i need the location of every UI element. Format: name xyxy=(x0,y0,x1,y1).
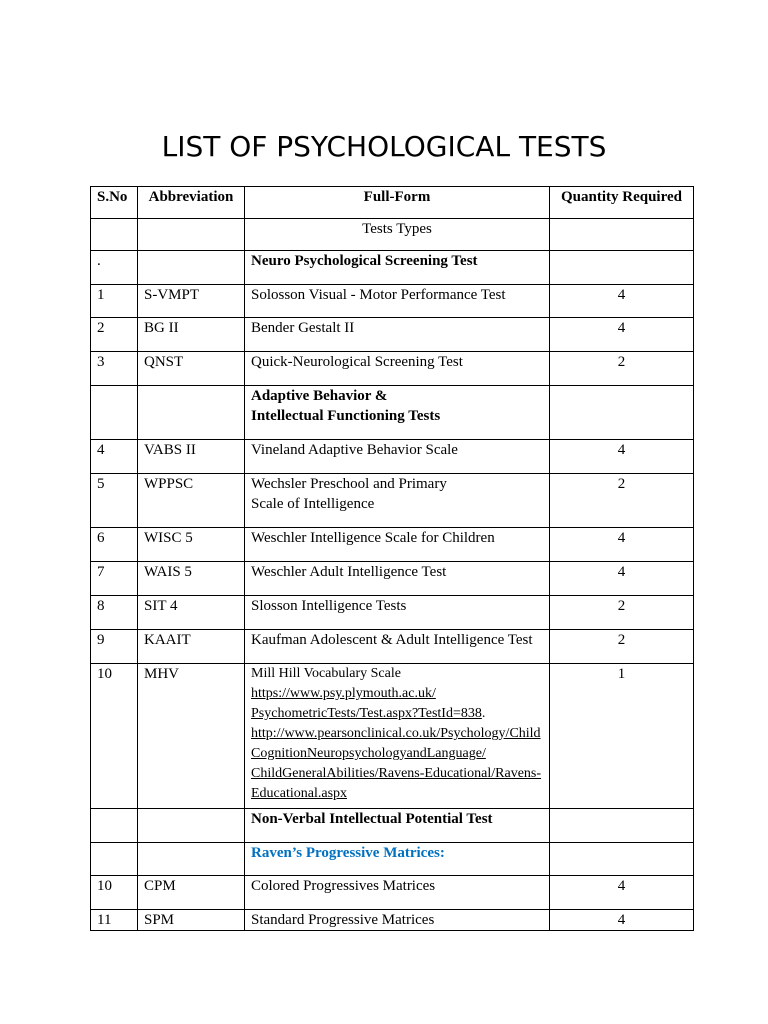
sno-cell: 9 xyxy=(91,630,138,664)
full-form-cell: Kaufman Adolescent & Adult Intelligence Test xyxy=(245,630,550,664)
sno-cell: 2 xyxy=(91,318,138,352)
reference-link[interactable]: PsychometricTests/Test.aspx?TestId=838 xyxy=(251,706,482,721)
qty-cell: 4 xyxy=(550,440,694,474)
full-form-cell: Vineland Adaptive Behavior Scale xyxy=(245,440,550,474)
full-form-line: Mill Hill Vocabulary Scale xyxy=(251,666,401,681)
qty-cell: 4 xyxy=(550,285,694,318)
full-form-cell: Quick-Neurological Screening Test xyxy=(245,352,550,386)
table-row xyxy=(91,352,694,386)
full-form-cell: Weschler Adult Intelligence Test xyxy=(245,562,550,596)
row-marker: . xyxy=(91,251,138,285)
qty-cell: 4 xyxy=(550,562,694,596)
qty-cell: 2 xyxy=(550,596,694,630)
section-heading xyxy=(245,386,550,440)
table-row xyxy=(91,318,694,352)
sno-cell: 5 xyxy=(91,474,138,528)
reference-link[interactable]: http://www.pearsonclinical.co.uk/Psychology/Child xyxy=(251,726,541,741)
sno-cell: 4 xyxy=(91,440,138,474)
abbr-cell: WPPSC xyxy=(138,474,245,528)
section-heading: Neuro Psychological Screening Test xyxy=(245,251,550,285)
abbr-cell: KAAIT xyxy=(138,630,245,664)
qty-cell: 2 xyxy=(550,630,694,664)
subsection-heading: Raven’s Progressive Matrices: xyxy=(245,843,550,876)
header-abbreviation: Abbreviation xyxy=(138,187,245,219)
section-heading-line: Intellectual Functioning Tests xyxy=(251,408,441,424)
link-punctuation: . xyxy=(481,706,486,721)
reference-link[interactable]: https://www.psy.plymouth.ac.uk/ xyxy=(251,686,436,701)
abbr-cell: CPM xyxy=(138,876,245,910)
table-row xyxy=(91,440,694,474)
abbr-cell: WISC 5 xyxy=(138,528,245,562)
qty-cell: 4 xyxy=(550,528,694,562)
sno-cell: 1 xyxy=(91,285,138,318)
full-form-cell: Weschler Intelligence Scale for Children xyxy=(245,528,550,562)
full-form-cell: Bender Gestalt II xyxy=(245,318,550,352)
abbr-cell: SIT 4 xyxy=(138,596,245,630)
table-row xyxy=(91,251,694,285)
sno-cell: 8 xyxy=(91,596,138,630)
tests-table xyxy=(90,186,694,931)
sno-cell: 10 xyxy=(91,876,138,910)
qty-cell: 4 xyxy=(550,910,694,931)
abbr-cell: S-VMPT xyxy=(138,285,245,318)
qty-cell: 4 xyxy=(550,318,694,352)
qty-cell: 2 xyxy=(550,474,694,528)
sno-cell: 10 xyxy=(91,664,138,809)
full-form-line: Scale of Intelligence xyxy=(251,496,375,512)
table-row xyxy=(91,596,694,630)
table-row xyxy=(91,910,694,931)
table-row xyxy=(91,474,694,528)
table-row xyxy=(91,664,694,809)
tests-types-label: Tests Types xyxy=(245,219,550,251)
qty-cell: 1 xyxy=(550,664,694,809)
header-quantity: Quantity Required xyxy=(550,187,694,219)
section-heading: Non-Verbal Intellectual Potential Test xyxy=(245,809,550,843)
sno-cell: 3 xyxy=(91,352,138,386)
reference-link[interactable]: CognitionNeuropsychologyandLanguage/ xyxy=(251,746,486,761)
table-row xyxy=(91,219,694,251)
table-row xyxy=(91,809,694,843)
full-form-cell xyxy=(245,664,550,809)
header-full-form: Full-Form xyxy=(245,187,550,219)
table-header-row xyxy=(91,187,694,219)
reference-link-line xyxy=(251,704,543,724)
table-row xyxy=(91,562,694,596)
full-form-cell: Colored Progressives Matrices xyxy=(245,876,550,910)
page-title: LIST OF PSYCHOLOGICAL TESTS xyxy=(161,130,607,163)
header-sno: S.No xyxy=(91,187,138,219)
reference-link[interactable]: ChildGeneralAbilities/Ravens-Educational/Ravens- xyxy=(251,766,542,781)
section-heading-line: Adaptive Behavior & xyxy=(251,388,388,404)
table-row xyxy=(91,386,694,440)
qty-cell: 2 xyxy=(550,352,694,386)
table-row xyxy=(91,843,694,876)
full-form-cell xyxy=(245,474,550,528)
full-form-cell: Slosson Intelligence Tests xyxy=(245,596,550,630)
full-form-cell: Solosson Visual - Motor Performance Test xyxy=(245,285,550,318)
abbr-cell: QNST xyxy=(138,352,245,386)
table-row xyxy=(91,876,694,910)
abbr-cell: MHV xyxy=(138,664,245,809)
abbr-cell: WAIS 5 xyxy=(138,562,245,596)
reference-link[interactable]: Educational.aspx xyxy=(251,786,348,801)
qty-cell: 4 xyxy=(550,876,694,910)
abbr-cell: BG II xyxy=(138,318,245,352)
table-row xyxy=(91,630,694,664)
abbr-cell: VABS II xyxy=(138,440,245,474)
abbr-cell: SPM xyxy=(138,910,245,931)
full-form-cell: Standard Progressive Matrices xyxy=(245,910,550,931)
sno-cell: 7 xyxy=(91,562,138,596)
table-row xyxy=(91,285,694,318)
full-form-line: Wechsler Preschool and Primary xyxy=(251,476,447,492)
sno-cell: 6 xyxy=(91,528,138,562)
table-row xyxy=(91,528,694,562)
sno-cell: 11 xyxy=(91,910,138,931)
